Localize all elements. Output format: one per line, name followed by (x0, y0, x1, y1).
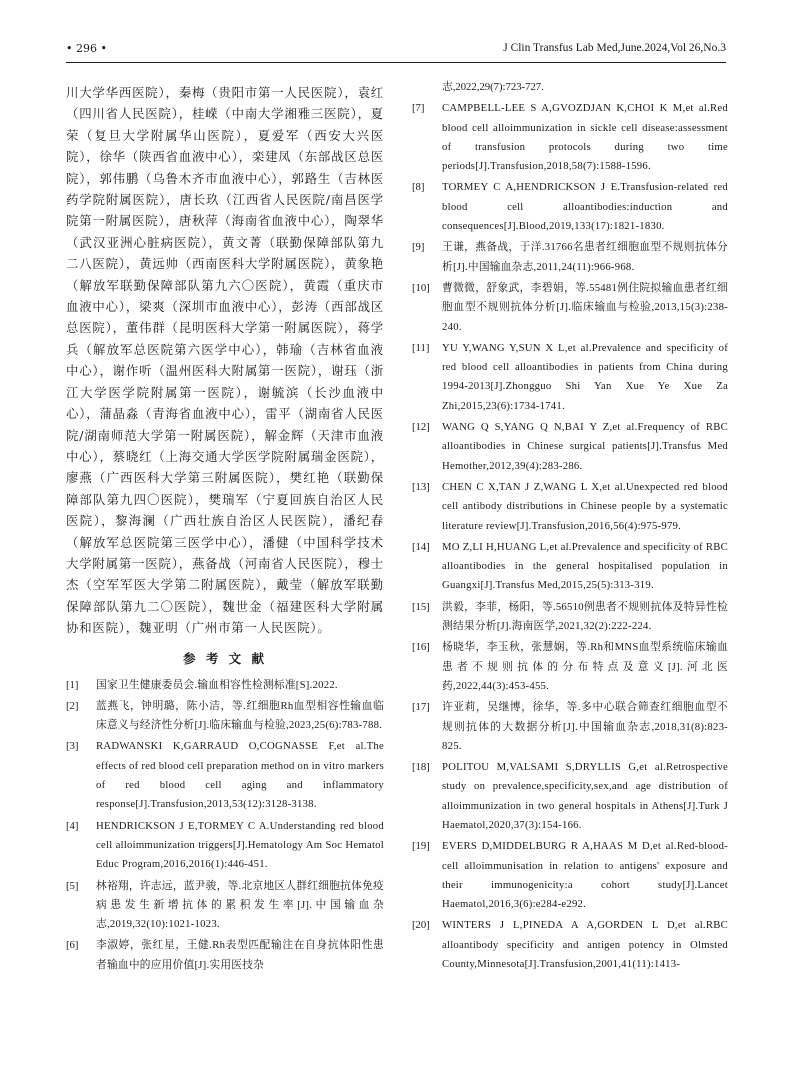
reference-text: POLITOU M,VALSAMI S,DRYLLIS G,et al.Retrospective study on prevalence,specificity,sex,and age distribution of alloimmunization in two general hospitals in Athens[J].Turk J Haematol,2020,37(3):154-166. (442, 761, 728, 831)
reference-item (412, 418, 728, 476)
reference-text: CHEN C X,TAN J Z,WANG L X,et al.Unexpected red blood cell antibody distributions in Chinese people by a systematic literature review[J].Transfusion,2016,56(4):975-979. (442, 480, 728, 532)
references-list-right (412, 99, 728, 974)
reference-item (66, 737, 384, 814)
left-column (66, 78, 384, 977)
reference-text: WANG Q S,YANG Q N,BAI Y Z,et al.Frequency of RBC alloantibodies in Chinese surgical patients[J].Transfus Med Hemother,2012,39(4):283-286. (442, 421, 728, 472)
reference-item (66, 936, 384, 975)
reference-number: [8] (412, 181, 425, 194)
references-heading: 参 考 文 献 (182, 650, 268, 666)
right-column (412, 78, 728, 976)
reference-number: [15] (412, 600, 430, 613)
journal-citation: J Clin Transfus Lab Med,June.2024,Vol 26,No.3 (503, 42, 726, 54)
reference-number: [20] (412, 919, 430, 932)
reference-item (412, 238, 728, 277)
reference-text: 杨晓华，李玉秋，张慧娴，等.Rh和MNS血型系统临床输血患者不规则抗体的分布特点及意义[J].河北医药,2022,44(3):453-455. (442, 641, 728, 692)
reference-number: [18] (412, 761, 430, 774)
reference-number: [1] (66, 678, 79, 691)
reference-number: [10] (412, 281, 430, 294)
reference-text: RADWANSKI K,GARRAUD O,COGNASSE F,et al.The effects of red blood cell preparation method on in vitro markers of red blood cell aging and inflammatory response[J].Transfusion,2013,53(12):3128-3138. (96, 740, 384, 811)
reference-text: 国家卫生健康委员会.输血相容性检测标准[S].2022. (96, 678, 338, 691)
reference-number: [19] (412, 840, 430, 853)
reference-number: [17] (412, 701, 430, 714)
reference-text: 洪毅，李菲，杨阳，等.56510例患者不规则抗体及特异性检测结果分析[J].海南医学,2021,32(2):222-224. (442, 600, 728, 633)
reference-text: TORMEY C A,HENDRICKSON J E.Transfusion-related red blood cell alloantibodies:induction and consequences[J].Blood,2019,133(17):1821-1830. (442, 181, 728, 233)
reference-text: YU Y,WANG Y,SUN X L,et al.Prevalence and specificity of red blood cell alloantibodies in patients from China during 1994-2013[J].Zhongguo Shi Yan Xue Ye Xue Za Zhi,2015,23(6):1734-1741. (442, 341, 728, 412)
reference-text: EVERS D,MIDDELBURG R A,HAAS M D,et al.Red-blood-cell alloimmunisation in relation to antigens' exposure and their immunogenicity:a cohort study[J].Lancet Haematol,2016,3(6):e284-e292. (442, 840, 728, 911)
reference-text: 蓝燕飞，钟明璐，陈小洁，等.红细胞Rh血型相容性输血临床意义与经济性分析[J].临床输血与检验,2023,25(6):783-788. (96, 699, 384, 732)
reference-number: [4] (66, 819, 79, 832)
reference-item (412, 478, 728, 536)
reference-text: 王谦，燕备战，于洋.31766名患者红细胞血型不规则抗体分析[J].中国输血杂志,2011,24(11):966-968. (442, 241, 728, 273)
reference-number: [13] (412, 480, 430, 493)
running-header (66, 40, 726, 63)
references-list-left (66, 676, 384, 975)
reference-item (66, 817, 384, 875)
reference-text: WINTERS J L,PINEDA A A,GORDEN L D,et al.RBC alloantibody specificity and antigen potency in Olmsted County,Minnesota[J].Transfusion,2001,41(11):1413- (442, 919, 728, 971)
reference-number: [2] (66, 699, 79, 712)
reference-text: 许亚莉，吴继博，徐华，等.多中心联合筛查红细胞血型不规则抗体的大数据分析[J].中国输血杂志,2018,31(8):823-825. (442, 701, 728, 752)
acknowledgment-paragraph: 川大学华西医院），秦梅（贵阳市第一人民医院），袁红（四川省人民医院），桂嵘（中南大学湘雅三医院），夏荣（复旦大学附属华山医院），夏爱军（西安大兴医院），徐华（陕西省血液中心），栾建凤（东部战区总医院），郭伟鹏（乌鲁木齐市血液中心），郭路生（吉林医药学院附属医院），唐长玖（江西省人民医院/南昌医学院第一附属医院），唐秋萍（海南省血液中心），陶翠华（武汉亚洲心脏病医院），黄文菁（联勤保障部队第九二八医院），黄远帅（西南医科大学附属医院），黄象艳（解放军联勤保障部队第九六〇医院），黄霞（重庆市血液中心），梁爽（深圳市血液中心），彭涛（西部战区总医院），董伟群（昆明医科大学第一附属医院），蒋学兵（解放军总医院第六医学中心），韩瑜（吉林省血液中心），谢作听（温州医科大附属第一医院），谢珏（浙江大学医学院附属第一医院），谢毓滨（长沙血液中心），蒲晶淼（青海省血液中心），雷平（湖南省人民医院/湖南师范大学第一附属医院），解金辉（天津市血液中心），蔡晓红（上海交通大学医学院附属瑞金医院），廖燕（广西医科大学第三附属医院），樊红艳（联勤保障部队第九四〇医院），樊瑞军（宁夏回族自治区人民医院），黎海澜（广西壮族自治区人民医院），潘纪春（解放军总医院第三医学中心），潘健（中国科学技术大学附属第一医院），燕备战（河南省人民医院），穆士杰（空军军医大学第二附属医院），戴莹（解放军联勤保障部队第九二〇医院），魏世金（福建医科大学附属协和医院），魏亚明（广州市第一人民医院）。 (66, 85, 384, 636)
reference-text: 李淑婷，张红星，王健.Rh表型匹配输注在自身抗体阳性患者输血中的应用价值[J].实用医技杂 (96, 939, 384, 971)
reference-item (412, 178, 728, 236)
reference-number: [9] (412, 241, 425, 254)
reference-item (412, 598, 728, 637)
reference-item (412, 837, 728, 914)
reference-text: CAMPBELL-LEE S A,GVOZDJAN K,CHOI K M,et al.Red blood cell alloimmunization in sickle cell disease:assessment of transfusion protocols during two time periods[J].Transfusion,2018,58(7):1588-1596. (442, 102, 728, 173)
reference-item (412, 538, 728, 596)
reference-item (412, 638, 728, 696)
reference-item (412, 698, 728, 756)
reference-item (66, 697, 384, 736)
reference-number: [14] (412, 540, 430, 553)
reference-number: [7] (412, 102, 425, 115)
reference-item (66, 877, 384, 935)
reference-number: [12] (412, 421, 430, 434)
reference-item (66, 676, 384, 695)
reference-item (412, 99, 728, 176)
reference-item (412, 339, 728, 416)
reference-6-continuation: 志,2022,29(7):723-727. (442, 81, 544, 93)
reference-item (412, 758, 728, 835)
reference-number: [3] (66, 740, 79, 753)
reference-number: [5] (66, 879, 79, 892)
page-number: • 296 • (66, 42, 107, 55)
reference-text: 曹微微，舒象武，李碧娟，等.55481例住院拟输血患者红细胞血型不规则抗体分析[J].临床输血与检验,2013,15(3):238-240. (442, 281, 728, 333)
reference-text: HENDRICKSON J E,TORMEY C A.Understanding red blood cell alloimmunization triggers[J].Hematology Am Soc Hematol Educ Program,2016,2016(1):446-451. (96, 819, 384, 871)
reference-text: 林裕翔，许志远，蓝尹骏，等.北京地区人群红细胞抗体免疫病患发生新增抗体的累积发生率[J].中国输血杂志,2019,32(10):1021-1023. (96, 879, 384, 931)
reference-item (412, 916, 728, 974)
reference-text: MO Z,LI H,HUANG L,et al.Prevalence and specificity of RBC alloantibodies in the general hospitalised population in Guangxi[J].Transfus Med,2015,25(5):313-319. (442, 540, 728, 592)
reference-number: [6] (66, 939, 79, 952)
reference-item (412, 279, 728, 337)
reference-number: [11] (412, 341, 430, 354)
reference-number: [16] (412, 641, 430, 654)
